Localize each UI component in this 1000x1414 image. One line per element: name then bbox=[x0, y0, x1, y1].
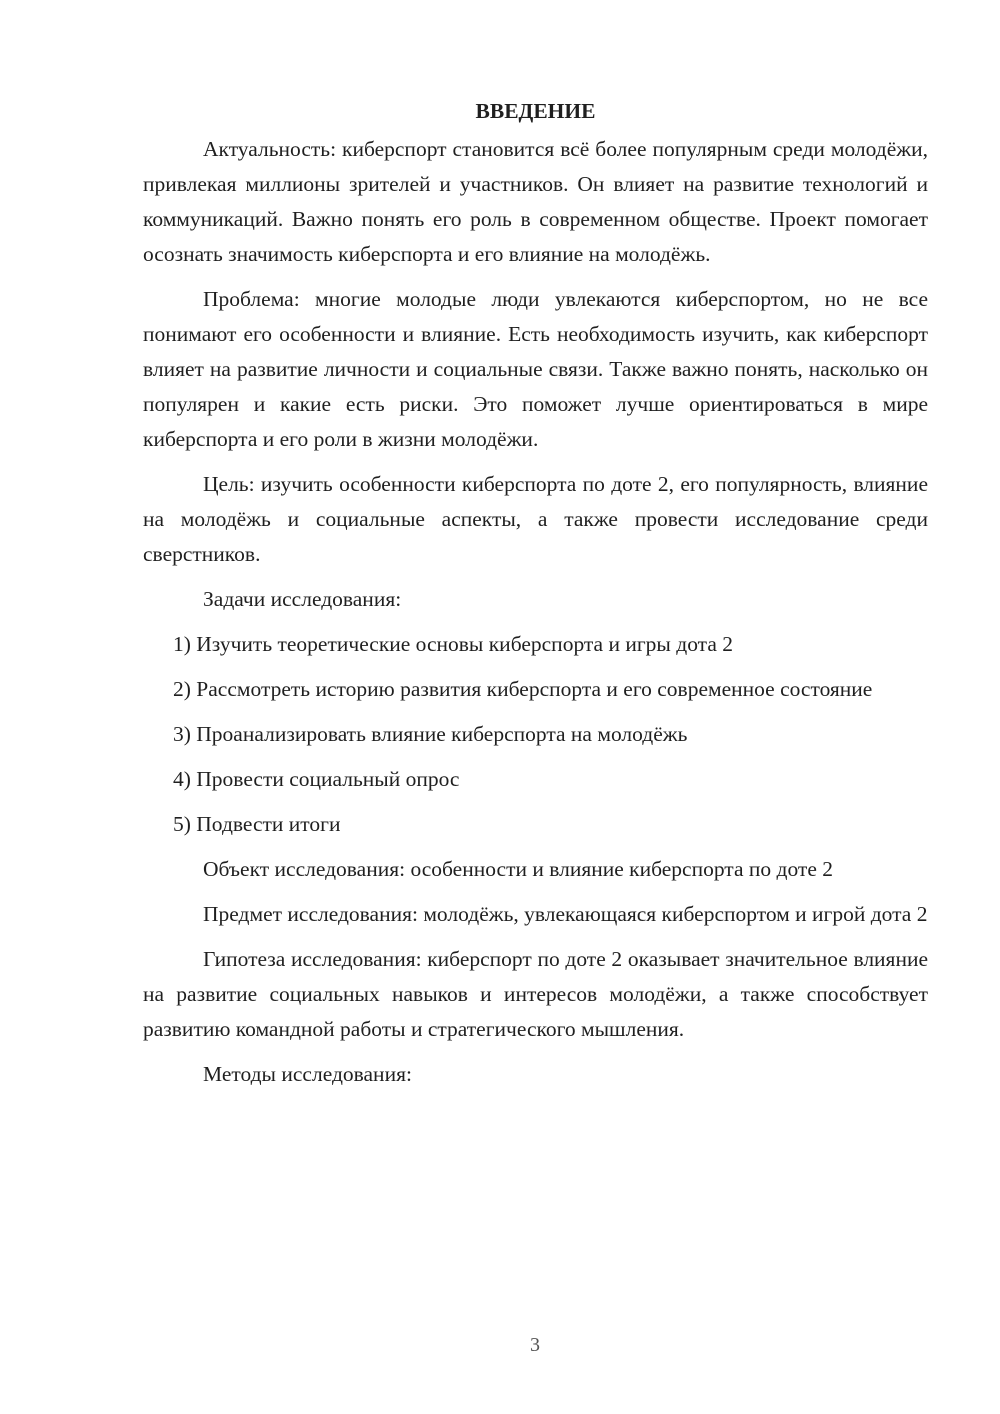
list-item: 2) Рассмотреть историю развития киберспорта и его современное состояние bbox=[173, 677, 873, 701]
paragraph-relevance: Актуальность: киберспорт становится всё более популярным среди молодёжи, привлекая миллионы зрителей и участников. Он влияет на развитие технологий и коммуникаций. Важно понять его роль в современном обществе. Проект помогает осознать значимость киберспорта и его влияние на молодёжь. bbox=[143, 137, 928, 266]
page-title: ВВЕДЕНИЕ bbox=[475, 99, 596, 123]
tasks-list bbox=[143, 627, 928, 842]
page-number: 3 bbox=[530, 1334, 540, 1356]
paragraph-problem: Проблема: многие молодые люди увлекаются киберспортом, но не все понимают его особенности и влияние. Есть необходимость изучить, как киберспорт влияет на развитие личности и социальные связи. Также важно понять, насколько он популярен и какие есть риски. Это поможет лучше ориентироваться в мире киберспорта и его роли в жизни молодёжи. bbox=[143, 287, 928, 451]
methods-heading: Методы исследования: bbox=[203, 1062, 412, 1086]
list-item: 1) Изучить теоретические основы киберспорта и игры дота 2 bbox=[173, 632, 733, 656]
list-item: 4) Провести социальный опрос bbox=[173, 767, 460, 791]
tasks-heading: Задачи исследования: bbox=[203, 587, 402, 611]
paragraph-object: Объект исследования: особенности и влияние киберспорта по доте 2 bbox=[203, 857, 833, 881]
document-page bbox=[143, 96, 928, 1102]
paragraph-goal: Цель: изучить особенности киберспорта по доте 2, его популярность, влияние на молодёжь и социальные аспекты, а также провести исследование среди сверстников. bbox=[143, 472, 928, 566]
paragraph-hypothesis: Гипотеза исследования: киберспорт по доте 2 оказывает значительное влияние на развитие социальных навыков и интересов молодёжи, а также способствует развитию командной работы и стратегического мышления. bbox=[143, 947, 928, 1041]
paragraph-subject: Предмет исследования: молодёжь, увлекающаяся киберспортом и игрой дота 2 bbox=[203, 902, 928, 926]
list-item: 5) Подвести итоги bbox=[173, 812, 341, 836]
list-item: 3) Проанализировать влияние киберспорта на молодёжь bbox=[173, 722, 688, 746]
